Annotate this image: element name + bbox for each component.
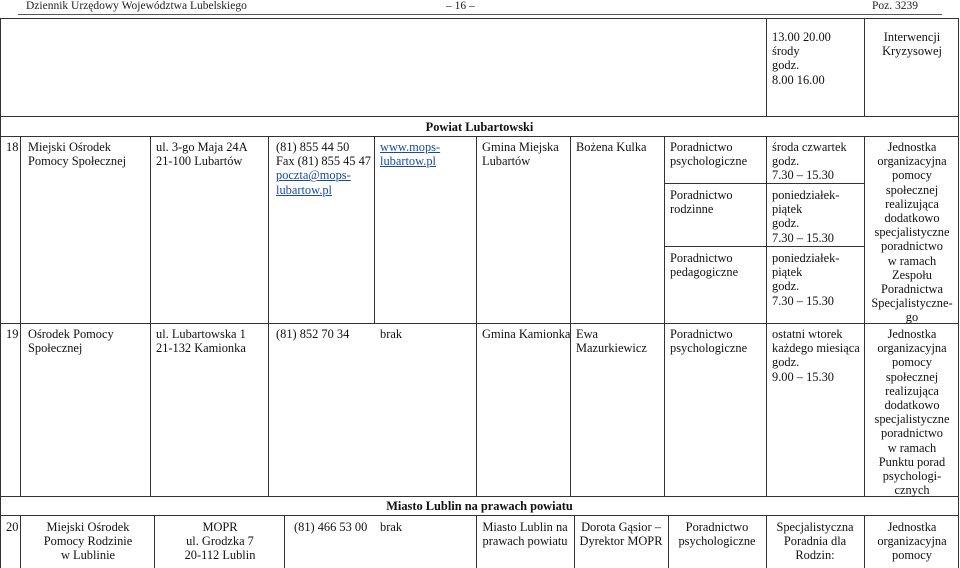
section-rule-powiat-bottom	[0, 136, 959, 137]
header-rule	[18, 14, 942, 15]
section-rule-miasto-top	[0, 496, 959, 497]
col-line-7	[664, 136, 665, 496]
row-18-schedule-3: poniedziałek- piątek godz. 7.30 – 15.30	[772, 251, 840, 308]
row-18-schedule-1: środa czwartek godz. 7.30 – 15.30	[772, 140, 847, 183]
col-line-1	[20, 136, 21, 496]
row-18-schedule-2: poniedziałek- piątek godz. 7.30 – 15.30	[772, 188, 840, 245]
row-20-phone: (81) 466 53 00	[294, 520, 368, 534]
col-line-2	[150, 136, 151, 496]
col-line-5	[476, 136, 477, 496]
page-number: – 16 –	[446, 0, 475, 12]
top-note: Interwencji Kryzysowej	[882, 30, 942, 59]
row-19-name: Ośrodek Pomocy Społecznej	[28, 327, 114, 356]
row-18-service-2: Poradnictwo rodzinne	[670, 188, 733, 217]
row-19-area: Gmina Kamionka	[482, 327, 571, 341]
service-separator-2	[664, 246, 864, 247]
row-20-www: brak	[380, 520, 403, 534]
section-powiat-heading: Powiat Lubartowski	[425, 120, 534, 134]
row-20-remarks: Jednostka organizacyjna pomocy	[877, 520, 947, 563]
top-divider-a	[766, 18, 767, 116]
row-20-service-1: Poradnictwo psychologiczne	[678, 520, 756, 549]
table-border-left	[0, 18, 1, 568]
col-line-6	[570, 136, 571, 496]
row-18-remarks: Jednostka organizacyjna pomocy społecznej realizująca dodatkowo specjalistyczne poradnictwo w ramach Zespołu Poradnictwa Specjalistyczne- go	[871, 140, 953, 325]
top-hours: 13.00 20.00 środy godz. 8.00 16.00	[772, 30, 831, 87]
row-19-person: Ewa Mazurkiewicz	[576, 327, 647, 356]
row-20-number: 20	[6, 520, 19, 534]
row-18-person: Bożena Kulka	[576, 140, 647, 154]
col-line-9-r20	[864, 515, 865, 568]
service-separator-1	[664, 183, 864, 184]
section-rule-powiat-top	[0, 116, 959, 117]
top-divider-b	[864, 18, 865, 116]
journal-title: Dziennik Urzędowy Województwa Lubelskiego	[26, 0, 247, 12]
row-19-remarks: Jednostka organizacyjna pomocy społecznej realizująca dodatkowo specjalistyczne poradnictwo w ramach Punktu porad psychologi- cznych	[874, 327, 950, 498]
row-18-number: 18	[6, 140, 19, 154]
row-19-schedule-1: ostatni wtorek każdego miesiąca godz. 9.00 – 15.30	[772, 327, 860, 384]
row-18-contact: (81) 855 44 50 Fax (81) 855 45 47 poczta@mops- lubartow.pl	[276, 140, 371, 197]
col-line-1-r20	[20, 515, 21, 568]
col-line-2-r20	[154, 515, 155, 568]
row-19-number: 19	[6, 327, 19, 341]
row-20-person: Dorota Gąsior – Dyrektor MOPR	[579, 520, 663, 549]
section-miasto-heading: Miasto Lublin na prawach powiatu	[386, 499, 573, 513]
position-number: Poz. 3239	[872, 0, 918, 12]
row-18-name: Miejski Ośrodek Pomocy Społecznej	[28, 140, 127, 169]
table-border-top	[0, 18, 959, 19]
row-18-email-link[interactable]: poczta@mops- lubartow.pl	[276, 168, 351, 197]
row-19-service-1: Poradnictwo psychologiczne	[670, 327, 748, 356]
row-20-schedule-1: Specjalistyczna Poradnia dla Rodzin:	[776, 520, 854, 563]
section-rule-miasto-bottom	[0, 515, 959, 516]
col-line-3-r20	[284, 515, 285, 568]
row-18-area: Gmina Miejska Lubartów	[482, 140, 559, 169]
row-19-address: ul. Lubartowska 1 21-132 Kamionka	[156, 327, 246, 356]
col-line-8	[766, 136, 767, 496]
row-20-name: Miejski Ośrodek Pomocy Rodzinie w Lublinie	[43, 520, 133, 563]
row-20-address: MOPR ul. Grodzka 7 20-112 Lublin	[184, 520, 256, 563]
row-19-phone: (81) 852 70 34	[276, 327, 350, 341]
col-line-4	[374, 136, 375, 323]
col-line-3	[268, 136, 269, 496]
col-line-9	[864, 136, 865, 496]
row-18-service-1: Poradnictwo psychologiczne	[670, 140, 748, 169]
table-border-right	[958, 18, 959, 568]
row-18-www-link[interactable]: www.mops- lubartow.pl	[380, 140, 441, 169]
row-18-service-3: Poradnictwo pedagogiczne	[670, 251, 739, 280]
row-20-area: Miasto Lublin na prawach powiatu	[482, 520, 568, 549]
row-18-address: ul. 3-go Maja 24A 21-100 Lubartów	[156, 140, 248, 169]
row-separator-18-19	[0, 323, 959, 324]
row-19-www: brak	[380, 327, 403, 341]
